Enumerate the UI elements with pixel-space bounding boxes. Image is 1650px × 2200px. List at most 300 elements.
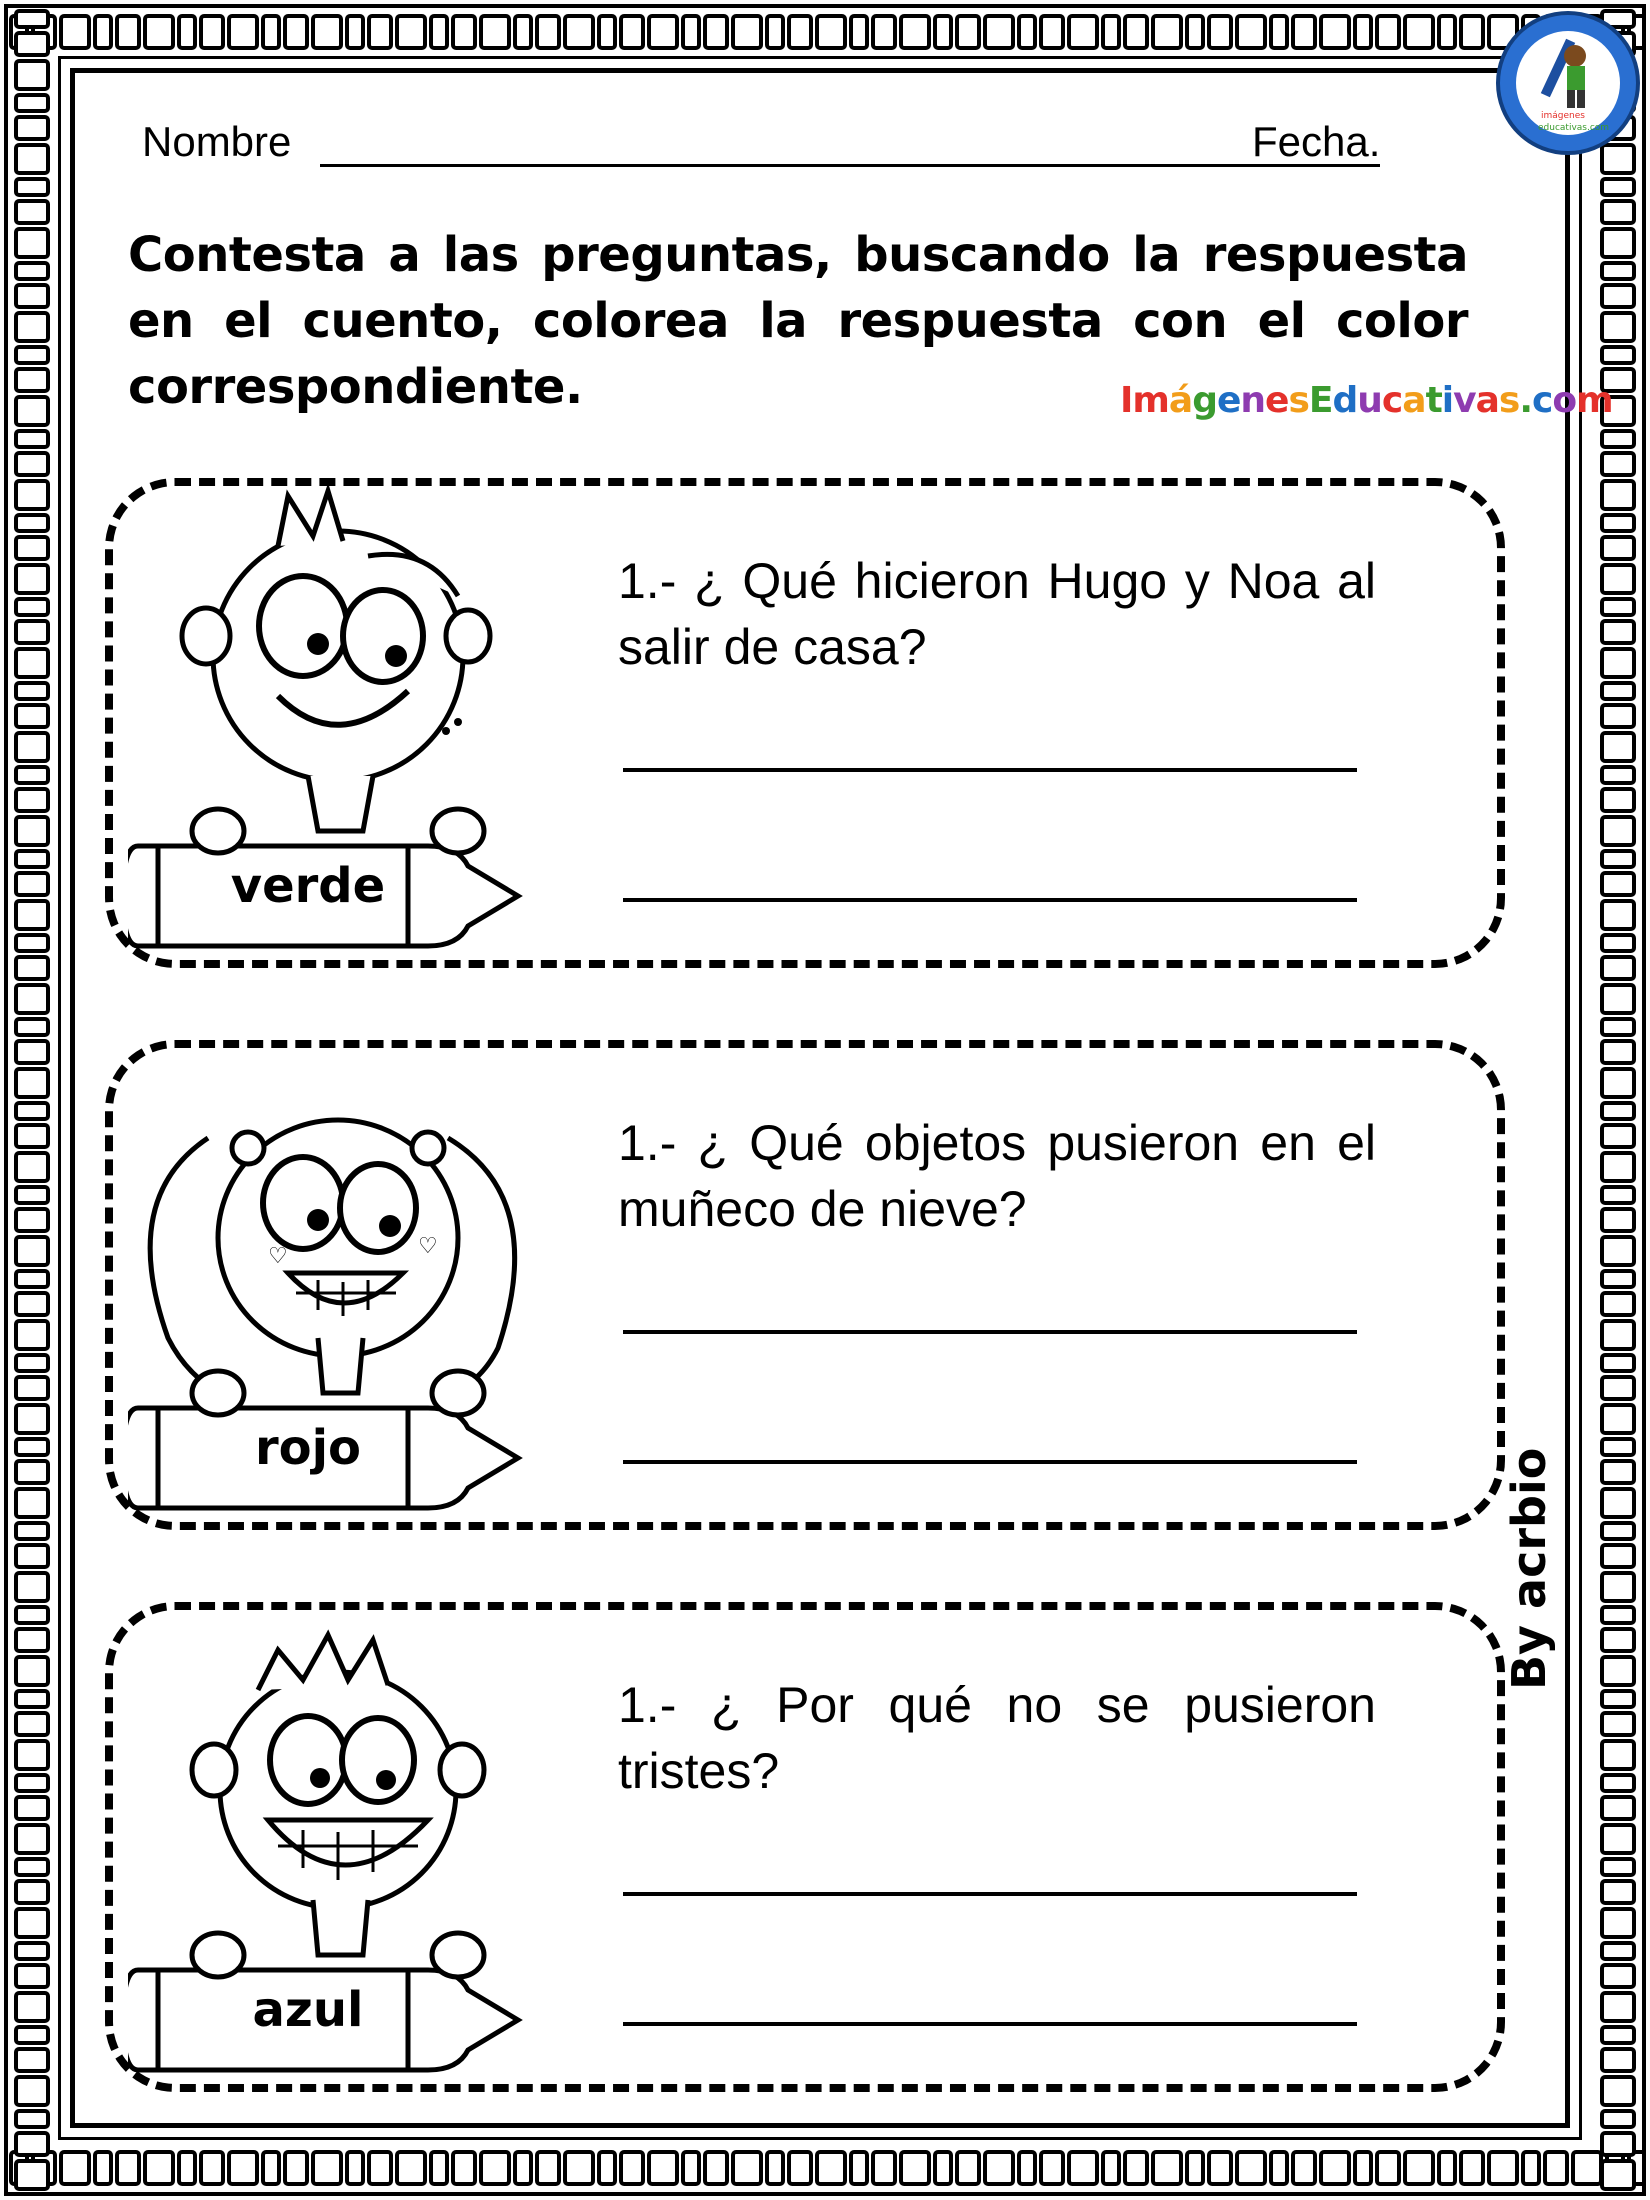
border-tile xyxy=(1237,16,1265,48)
brand-letter: . xyxy=(1519,380,1533,421)
border-tile xyxy=(1602,1125,1634,1147)
border-tile xyxy=(683,2152,699,2184)
border-tile xyxy=(1602,935,1634,951)
boy-grinning-icon xyxy=(128,1610,568,2090)
border-tile xyxy=(16,179,48,195)
border-tile xyxy=(1602,1797,1634,1819)
border-tile xyxy=(1523,2152,1539,2184)
border-tile xyxy=(16,1405,48,1433)
border-tile xyxy=(16,1187,48,1203)
border-tile xyxy=(347,2152,363,2184)
answer-line-2[interactable] xyxy=(623,1460,1357,1464)
border-tile xyxy=(1461,2152,1483,2184)
border-tile xyxy=(16,1321,48,1349)
border-tile xyxy=(16,621,48,643)
border-tile xyxy=(16,1797,48,1819)
border-tile xyxy=(1602,1943,1634,1959)
border-tile xyxy=(817,16,845,48)
border-tile xyxy=(817,2152,845,2184)
border-tile xyxy=(1602,767,1634,783)
border-tile xyxy=(117,16,139,48)
border-tile xyxy=(873,2152,895,2184)
border-tile xyxy=(201,2152,223,2184)
brand-letter: d xyxy=(1332,380,1358,421)
border-tile xyxy=(1602,2049,1634,2071)
border-tile xyxy=(16,705,48,727)
border-tile xyxy=(1439,16,1455,48)
border-tile xyxy=(1321,16,1349,48)
border-tile xyxy=(1125,16,1147,48)
border-tile xyxy=(851,16,867,48)
instructions-text: Contesta a las preguntas, buscando la respuesta en el cuento, colorea la respuesta con el color correspondiente. xyxy=(128,227,1468,415)
border-tile xyxy=(1602,851,1634,867)
crayon-label-azul: azul xyxy=(252,1982,364,2038)
border-tile xyxy=(16,2027,48,2043)
border-tile xyxy=(1602,1523,1634,1539)
border-tile xyxy=(16,1713,48,1735)
border-tile xyxy=(1602,1881,1634,1903)
border-tile xyxy=(767,16,783,48)
border-tile xyxy=(1602,1545,1634,1567)
border-tile xyxy=(1153,2152,1181,2184)
date-label: Fecha. xyxy=(1252,118,1381,165)
border-tile xyxy=(16,1523,48,1539)
brand-letter: Im xyxy=(1120,380,1169,421)
border-tile xyxy=(1602,347,1634,363)
border-tile xyxy=(1602,985,1634,1013)
border-tile xyxy=(1602,1019,1634,1035)
border-tile xyxy=(285,16,307,48)
border-tile xyxy=(16,565,48,593)
border-tile xyxy=(95,16,111,48)
brand-letter: a xyxy=(1402,380,1426,421)
border-tile xyxy=(1602,229,1634,257)
border-tile xyxy=(201,16,223,48)
border-tile xyxy=(16,1825,48,1853)
border-tile xyxy=(537,2152,559,2184)
border-tile xyxy=(1602,1965,1634,1987)
border-tile xyxy=(16,2049,48,2071)
border-tile xyxy=(61,16,89,48)
border-tile xyxy=(1153,16,1181,48)
border-tile xyxy=(16,1237,48,1265)
border-tile xyxy=(16,599,48,615)
border-tile xyxy=(705,2152,727,2184)
border-tile xyxy=(16,1019,48,1035)
border-tile xyxy=(1602,2077,1634,2105)
border-tile xyxy=(16,313,48,341)
border-tile xyxy=(621,2152,643,2184)
border-tile xyxy=(229,2152,257,2184)
border-tile xyxy=(1602,1859,1634,1875)
border-tile xyxy=(565,16,593,48)
border-tile xyxy=(1187,16,1203,48)
border-tile xyxy=(16,431,48,447)
border-tile xyxy=(1355,16,1371,48)
border-tile xyxy=(16,985,48,1013)
border-tile xyxy=(16,851,48,867)
border-tile xyxy=(1293,2152,1315,2184)
question-card-2 xyxy=(105,1040,1505,1530)
border-tile xyxy=(683,16,699,48)
border-tile xyxy=(16,1271,48,1287)
border-tile xyxy=(1237,2152,1265,2184)
border-tile xyxy=(1041,16,1063,48)
border-tile xyxy=(1019,16,1035,48)
brand-wordmark xyxy=(1120,380,1613,421)
border-tile xyxy=(397,2152,425,2184)
border-tile xyxy=(16,1355,48,1371)
border-tile xyxy=(263,16,279,48)
border-tile xyxy=(263,2152,279,2184)
crayon-label-verde: verde xyxy=(230,858,386,914)
border-tile xyxy=(16,649,48,677)
brand-letter: m xyxy=(1576,380,1613,421)
brand-letter: o xyxy=(1552,380,1577,421)
brand-letter: v xyxy=(1453,380,1476,421)
border-tile xyxy=(16,1293,48,1315)
border-tile xyxy=(1602,1607,1634,1623)
border-tile xyxy=(957,2152,979,2184)
border-tile xyxy=(16,263,48,279)
question-text: 1.- ¿ Qué objetos pusieron en el muñeco de nieve? xyxy=(618,1115,1376,1237)
border-tile xyxy=(1602,1775,1634,1791)
border-tile xyxy=(481,16,509,48)
border-band-top xyxy=(8,8,1642,56)
border-tile xyxy=(16,95,48,111)
border-tile xyxy=(1377,2152,1399,2184)
border-tile xyxy=(767,2152,783,2184)
brand-letter: s xyxy=(1498,380,1520,421)
brand-letter: E xyxy=(1308,380,1333,421)
border-tile xyxy=(16,1209,48,1231)
border-tile xyxy=(621,16,643,48)
border-tile xyxy=(705,16,727,48)
border-tile xyxy=(16,481,48,509)
border-tile xyxy=(16,957,48,979)
answer-line-2[interactable] xyxy=(623,898,1357,902)
border-tile xyxy=(1209,2152,1231,2184)
border-tile xyxy=(1069,16,1097,48)
border-tile xyxy=(16,33,48,55)
border-tile xyxy=(901,16,929,48)
svg-text:educativas.com: educativas.com xyxy=(1538,123,1610,133)
border-tile xyxy=(1602,1041,1634,1063)
boy-smiling-icon xyxy=(128,486,568,966)
border-tile xyxy=(179,2152,195,2184)
border-tile xyxy=(1602,263,1634,279)
border-tile xyxy=(851,2152,867,2184)
answer-line-1[interactable] xyxy=(623,768,1357,772)
answer-line-1[interactable] xyxy=(623,1892,1357,1896)
border-tile xyxy=(95,2152,111,2184)
border-tile xyxy=(901,2152,929,2184)
border-tile xyxy=(789,2152,811,2184)
answer-line-1[interactable] xyxy=(623,1330,1357,1334)
svg-text:imágenes: imágenes xyxy=(1541,111,1585,121)
border-tile xyxy=(873,16,895,48)
question-card-1 xyxy=(105,478,1505,968)
border-tile xyxy=(1019,2152,1035,2184)
border-tile xyxy=(1602,1741,1634,1769)
svg-text:♡: ♡ xyxy=(268,1244,288,1269)
border-tile xyxy=(565,2152,593,2184)
border-tile xyxy=(1602,481,1634,509)
border-tile xyxy=(1405,16,1433,48)
border-tile xyxy=(1602,1103,1634,1119)
border-tile xyxy=(1602,1657,1634,1685)
brand-letter: e xyxy=(1265,380,1289,421)
border-tile xyxy=(599,2152,615,2184)
border-tile xyxy=(733,2152,761,2184)
border-tile xyxy=(16,515,48,531)
border-tile xyxy=(16,2161,48,2189)
border-tile xyxy=(313,16,341,48)
border-tile xyxy=(16,1439,48,1455)
border-tile xyxy=(1602,431,1634,447)
girl-pigtails-icon xyxy=(128,1048,568,1528)
border-tile xyxy=(16,1153,48,1181)
brand-letter: e xyxy=(1216,380,1241,421)
border-tile xyxy=(1602,705,1634,727)
border-tile xyxy=(1602,957,1634,979)
border-tile xyxy=(16,11,48,27)
border-tile xyxy=(431,2152,447,2184)
border-tile xyxy=(397,16,425,48)
border-tile xyxy=(145,16,173,48)
border-tile xyxy=(16,1691,48,1707)
border-tile xyxy=(1355,2152,1371,2184)
border-tile xyxy=(1293,16,1315,48)
border-tile xyxy=(1602,1209,1634,1231)
crayon-label-rojo: rojo xyxy=(254,1420,362,1476)
border-tile xyxy=(16,817,48,845)
svg-text:♡: ♡ xyxy=(418,1234,438,1259)
border-tile xyxy=(16,369,48,391)
border-tile xyxy=(16,935,48,951)
border-tile xyxy=(16,229,48,257)
author-signature: By acrbio xyxy=(1502,1447,1556,1690)
brand-letter: n xyxy=(1240,380,1266,421)
border-band-right xyxy=(1594,8,1642,2192)
border-tile xyxy=(1602,1153,1634,1181)
border-tile xyxy=(1103,16,1119,48)
border-tile xyxy=(649,2152,677,2184)
border-tile xyxy=(1489,2152,1517,2184)
border-tile xyxy=(16,2077,48,2105)
border-tile xyxy=(16,1881,48,1903)
brand-letter: t xyxy=(1425,380,1442,421)
border-tile xyxy=(1602,537,1634,559)
border-tile xyxy=(16,1965,48,1987)
border-tile xyxy=(481,2152,509,2184)
border-tile xyxy=(1602,2111,1634,2127)
border-tile xyxy=(1602,789,1634,811)
border-tile xyxy=(16,1943,48,1959)
border-tile xyxy=(1271,2152,1287,2184)
border-tile xyxy=(16,1607,48,1623)
border-tile xyxy=(16,117,48,139)
border-tile xyxy=(1271,16,1287,48)
border-tile xyxy=(1602,1377,1634,1399)
border-tile xyxy=(117,2152,139,2184)
border-tile xyxy=(957,16,979,48)
border-tile xyxy=(1602,817,1634,845)
border-tile xyxy=(1545,2152,1567,2184)
border-tile xyxy=(1187,2152,1203,2184)
border-tile xyxy=(1602,1439,1634,1455)
border-tile xyxy=(229,16,257,48)
border-tile xyxy=(1069,2152,1097,2184)
border-tile xyxy=(985,2152,1013,2184)
border-tile xyxy=(935,16,951,48)
border-tile xyxy=(347,16,363,48)
border-tile xyxy=(16,1545,48,1567)
border-tile xyxy=(179,16,195,48)
border-tile xyxy=(285,2152,307,2184)
border-tile xyxy=(1041,2152,1063,2184)
border-tile xyxy=(16,733,48,761)
name-line[interactable] xyxy=(320,164,1380,167)
border-tile xyxy=(16,1103,48,1119)
border-tile xyxy=(1602,1489,1634,1517)
question-text: 1.- ¿ Qué hicieron Hugo y Noa al salir de casa? xyxy=(618,553,1376,675)
brand-letter: c xyxy=(1532,380,1553,421)
border-tile xyxy=(1602,1293,1634,1315)
border-tile xyxy=(313,2152,341,2184)
border-tile xyxy=(649,16,677,48)
border-tile xyxy=(16,453,48,475)
border-tile xyxy=(16,1859,48,1875)
border-tile xyxy=(1602,901,1634,929)
border-tile xyxy=(515,2152,531,2184)
border-tile xyxy=(431,16,447,48)
question-text: 1.- ¿ Por qué no se pusieron tristes? xyxy=(618,1677,1376,1799)
border-tile xyxy=(16,397,48,425)
border-tile xyxy=(16,285,48,307)
brand-letter: s xyxy=(1288,380,1309,421)
border-tile xyxy=(16,789,48,811)
border-tile xyxy=(1602,201,1634,223)
border-tile xyxy=(1602,599,1634,615)
border-tile xyxy=(1602,649,1634,677)
border-tile xyxy=(16,61,48,89)
border-tile xyxy=(16,1125,48,1147)
border-tile xyxy=(1209,16,1231,48)
site-logo xyxy=(1493,8,1643,158)
border-tile xyxy=(1602,313,1634,341)
border-tile xyxy=(1602,1993,1634,2021)
border-tile xyxy=(789,16,811,48)
border-tile xyxy=(1321,2152,1349,2184)
border-tile xyxy=(453,16,475,48)
border-tile xyxy=(1602,873,1634,895)
border-tile xyxy=(935,2152,951,2184)
border-tile xyxy=(1602,621,1634,643)
border-tile xyxy=(1602,2027,1634,2043)
border-tile xyxy=(16,1657,48,1685)
border-tile xyxy=(453,2152,475,2184)
border-tile xyxy=(16,1489,48,1517)
border-tile xyxy=(16,1069,48,1097)
brand-letter: a xyxy=(1475,380,1499,421)
border-tile xyxy=(16,1741,48,1769)
question-card-3 xyxy=(105,1602,1505,2092)
border-tile xyxy=(16,1377,48,1399)
border-tile xyxy=(1405,2152,1433,2184)
border-tile xyxy=(16,683,48,699)
border-tile xyxy=(1461,16,1483,48)
border-tile xyxy=(16,2133,48,2155)
border-tile xyxy=(145,2152,173,2184)
border-tile xyxy=(369,16,391,48)
border-tile xyxy=(1602,515,1634,531)
border-band-left xyxy=(8,8,56,2192)
border-band-bottom xyxy=(8,2144,1642,2192)
border-tile xyxy=(1602,1355,1634,1371)
brand-letter: g xyxy=(1192,380,1217,421)
border-tile xyxy=(1602,1629,1634,1651)
border-tile xyxy=(1602,1069,1634,1097)
border-tile xyxy=(1602,1237,1634,1265)
answer-line-2[interactable] xyxy=(623,2022,1357,2026)
name-date-header xyxy=(142,112,1402,172)
border-tile xyxy=(369,2152,391,2184)
border-tile xyxy=(1602,2161,1634,2189)
border-tile xyxy=(1602,1321,1634,1349)
border-tile xyxy=(16,1573,48,1601)
border-tile xyxy=(16,1993,48,2021)
border-tile xyxy=(16,873,48,895)
border-tile xyxy=(1602,1713,1634,1735)
brand-letter: c xyxy=(1381,380,1403,421)
border-tile xyxy=(985,16,1013,48)
border-tile xyxy=(599,16,615,48)
brand-letter: á xyxy=(1168,380,1193,421)
border-tile xyxy=(1602,1825,1634,1853)
border-tile xyxy=(16,537,48,559)
border-tile xyxy=(1602,179,1634,195)
border-tile xyxy=(16,145,48,173)
border-tile xyxy=(1602,1691,1634,1707)
border-tile xyxy=(1602,1461,1634,1483)
border-tile xyxy=(1602,1573,1634,1601)
border-tile xyxy=(1602,285,1634,307)
border-tile xyxy=(1439,2152,1455,2184)
border-tile xyxy=(1602,2133,1634,2155)
border-tile xyxy=(1377,16,1399,48)
border-tile xyxy=(1602,1271,1634,1287)
border-tile xyxy=(1125,2152,1147,2184)
border-tile xyxy=(1602,453,1634,475)
border-tile xyxy=(16,1461,48,1483)
border-tile xyxy=(733,16,761,48)
border-tile xyxy=(16,1629,48,1651)
border-tile xyxy=(16,901,48,929)
border-tile xyxy=(16,201,48,223)
border-tile xyxy=(537,16,559,48)
brand-letter: u xyxy=(1357,380,1382,421)
border-tile xyxy=(1602,565,1634,593)
border-tile xyxy=(61,2152,89,2184)
border-tile xyxy=(1602,1405,1634,1433)
border-tile xyxy=(16,767,48,783)
border-tile xyxy=(1602,1909,1634,1937)
border-tile xyxy=(16,347,48,363)
border-tile xyxy=(1602,1187,1634,1203)
border-tile xyxy=(16,1041,48,1063)
border-tile xyxy=(16,2111,48,2127)
